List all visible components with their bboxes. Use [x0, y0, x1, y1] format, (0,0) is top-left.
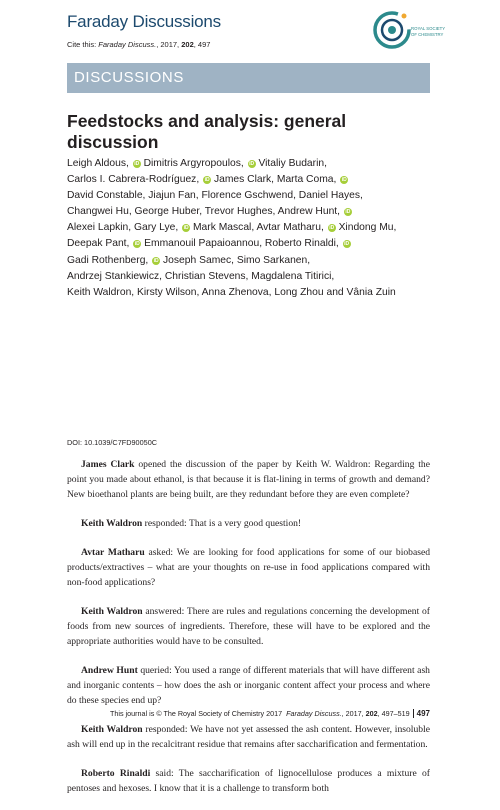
- cite-journal: Faraday Discuss.: [98, 40, 157, 49]
- author-names: Deepak Pant,: [67, 238, 130, 250]
- author-names: Changwei Hu, George Huber, Trevor Hughes, Andrew Hunt,: [67, 206, 341, 218]
- footer-volume: 202: [365, 709, 378, 718]
- speaker-name: James Clark: [81, 459, 135, 470]
- author-line: [67, 156, 435, 172]
- footer-pages: , 497–519: [377, 709, 410, 718]
- footer-divider: [413, 709, 414, 718]
- author-line: [67, 269, 435, 285]
- paragraph-text: opened the discussion of the paper by Keith W. Waldron: Regarding the point you made about ethanol, is that because it is flat-lining in terms of growth and demand? New bioethanol plants are being built, are they redundant before they are even complete?: [67, 459, 430, 500]
- author-names: Carlos I. Cabrera-Rodríguez,: [67, 174, 200, 186]
- paragraph-text: queried: You used a range of different materials that will have different ash and inorganic contents – how does the ash or inorganic content affect your process and where do these species end up?: [67, 665, 430, 706]
- discussion-paragraph: [67, 457, 430, 502]
- footer-copyright: This journal is © The Royal Society of Chemistry 2017: [109, 709, 283, 718]
- author-names: Keith Waldron, Kirsty Wilson, Anna Zhenova, Long Zhou and Vânia Zuin: [67, 286, 396, 298]
- orcid-icon[interactable]: iD: [134, 241, 140, 248]
- logo-text-line-1: ROYAL SOCIETY: [411, 26, 446, 31]
- speaker-name: Keith Waldron: [81, 724, 143, 735]
- paragraph-text: responded: That is a very good question!: [142, 518, 302, 529]
- citation-line: [67, 40, 210, 49]
- author-names: Andrzej Stankiewicz, Christian Stevens, Magdalena Titirici,: [67, 270, 335, 282]
- author-line: [67, 220, 435, 236]
- cite-prefix: Cite this:: [67, 40, 99, 49]
- paragraph-text: asked: We are looking for food applications for some of our biobased products/extractives – what are your thoughts on re-use in food applications compared with non-food applications?: [67, 547, 431, 588]
- speaker-name: Keith Waldron: [81, 606, 143, 617]
- paragraph-text: answered: There are rules and regulations concerning the development of foods from new sources of ingredients. Therefore, these will have to be explored and the appropriate authorities would have to be consulted.: [67, 606, 430, 647]
- cite-year: , 2017,: [156, 40, 182, 49]
- orcid-icon[interactable]: iD: [204, 177, 210, 184]
- discussion-paragraph: [67, 545, 430, 590]
- speaker-name: Roberto Rinaldi: [81, 768, 151, 779]
- author-names: Leigh Aldous,: [67, 158, 129, 169]
- author-names: James Clark, Marta Coma,: [211, 174, 337, 186]
- author-names: Xindong Mu,: [335, 222, 397, 234]
- page-footer: [67, 709, 430, 718]
- speaker-name: Avtar Matharu: [81, 547, 145, 558]
- author-names: Dimitris Argyropoulos,: [140, 158, 244, 169]
- cite-volume: 202: [181, 40, 194, 49]
- orcid-icon[interactable]: iD: [183, 225, 189, 232]
- paragraph-text: responded: We have not yet assessed the ash content. However, insoluble ash will end up in the recalcitrant residue that remains after saccharification and fermentation.: [67, 724, 430, 750]
- orcid-icon[interactable]: iD: [249, 161, 255, 167]
- author-line: [67, 236, 435, 252]
- page-number: 497: [416, 709, 430, 718]
- author-names: David Constable, Jiajun Fan, Florence Gschwend, Daniel Hayes,: [67, 190, 363, 202]
- author-line: [67, 204, 435, 220]
- orcid-icon[interactable]: iD: [153, 257, 159, 264]
- discussion-paragraph: [67, 766, 430, 796]
- speaker-name: Keith Waldron: [81, 518, 143, 529]
- author-names: Alexei Lapkin, Gary Lye,: [67, 222, 179, 234]
- rsc-logo-icon: [370, 8, 446, 52]
- title-line-2: discussion: [67, 132, 159, 152]
- discussion-paragraph: [67, 604, 430, 649]
- orcid-icon[interactable]: iD: [134, 161, 140, 167]
- author-names: Joseph Samec, Simo Sarkanen,: [160, 254, 311, 266]
- footer-journal: Faraday Discuss.: [286, 709, 342, 718]
- author-line: [67, 285, 435, 301]
- article-title: [67, 111, 430, 153]
- discussion-body: [67, 457, 430, 810]
- footer-year: , 2017,: [341, 709, 366, 718]
- author-names: Emmanouil Papaioannou, Roberto Rinaldi,: [141, 238, 339, 250]
- cite-page: , 497: [193, 40, 211, 49]
- author-names: Gadi Rothenberg,: [67, 254, 149, 266]
- author-list: [67, 156, 435, 301]
- orcid-icon[interactable]: iD: [329, 225, 335, 232]
- section-banner: DISCUSSIONS: [67, 63, 430, 93]
- discussion-paragraph: [67, 663, 430, 708]
- title-line-1: Feedstocks and analysis: general: [67, 111, 347, 131]
- logo-text-line-2: OF CHEMISTRY: [411, 32, 444, 37]
- paragraph-text: said: The saccharification of lignocellulose produces a mixture of pentoses and hexoses. I know that it is a challenge to transform both: [67, 768, 430, 794]
- orcid-icon[interactable]: iD: [341, 177, 347, 184]
- author-line: [67, 188, 435, 204]
- discussion-paragraph: [67, 722, 430, 752]
- discussion-paragraph: [67, 516, 430, 531]
- author-line: [67, 253, 435, 269]
- doi[interactable]: DOI: 10.1039/C7FD90050C: [67, 438, 158, 447]
- journal-title: Faraday Discussions: [67, 12, 221, 31]
- author-names: Mark Mascal, Avtar Matharu,: [190, 222, 324, 234]
- orcid-icon[interactable]: iD: [344, 241, 350, 248]
- speaker-name: Andrew Hunt: [81, 665, 138, 676]
- author-names: Vitaliy Budarin,: [255, 158, 327, 169]
- orcid-icon[interactable]: iD: [345, 209, 351, 216]
- author-line: [67, 172, 435, 188]
